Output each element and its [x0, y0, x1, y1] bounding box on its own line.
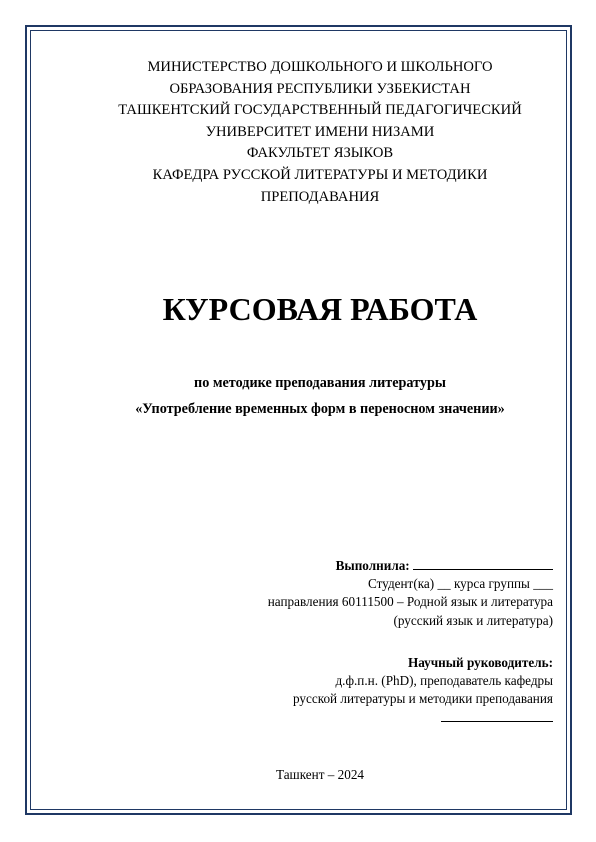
executor-specialty-line: (русский язык и литература): [393, 612, 553, 628]
document-subject: по методике преподавания литературы: [194, 375, 446, 391]
executor-student-line: Студент(ка) __ курса группы ___: [367, 576, 553, 592]
document-title: КУРСОВАЯ РАБОТА: [162, 291, 478, 327]
header-line-ministry-cont: ОБРАЗОВАНИЯ РЕСПУБЛИКИ УЗБЕКИСТАН: [169, 80, 471, 97]
header-line-ministry: МИНИСТЕРСТВО ДОШКОЛЬНОГО И ШКОЛЬНОГО: [147, 59, 493, 75]
header-line-faculty: ФАКУЛЬТЕТ ЯЗЫКОВ: [246, 145, 394, 162]
city-year: Ташкент – 2024: [275, 767, 365, 782]
supervisor-signature-row: [293, 709, 553, 727]
header-line-department-cont: ПРЕПОДАВАНИЯ: [260, 188, 380, 205]
executor-block: [268, 557, 553, 630]
executor-signature-line: [413, 557, 553, 570]
executor-label: Выполнила:: [335, 558, 410, 573]
header-line-department: КАФЕДРА РУССКОЙ ЛИТЕРАТУРЫ И МЕТОДИКИ: [152, 166, 488, 183]
supervisor-signature-line: [441, 709, 553, 722]
header-line-university-cont: УНИВЕРСИТЕТ ИМЕНИ НИЗАМИ: [205, 123, 435, 140]
executor-direction-line: направления 60111500 – Родной язык и литература: [267, 594, 553, 610]
document-topic: «Употребление временных форм в переносном значении»: [135, 401, 505, 417]
supervisor-degree-line: д.ф.п.н. (PhD), преподаватель кафедры: [335, 673, 553, 689]
header-line-university: ТАШКЕНТСКИЙ ГОСУДАРСТВЕННЫЙ ПЕДАГОГИЧЕСКИЙ: [118, 102, 522, 119]
supervisor-block: [293, 654, 553, 727]
executor-label-row: [268, 557, 553, 575]
supervisor-label: Научный руководитель:: [407, 655, 553, 670]
supervisor-department-line: русской литературы и методики преподавания: [292, 691, 553, 707]
institution-header: [30, 57, 596, 208]
